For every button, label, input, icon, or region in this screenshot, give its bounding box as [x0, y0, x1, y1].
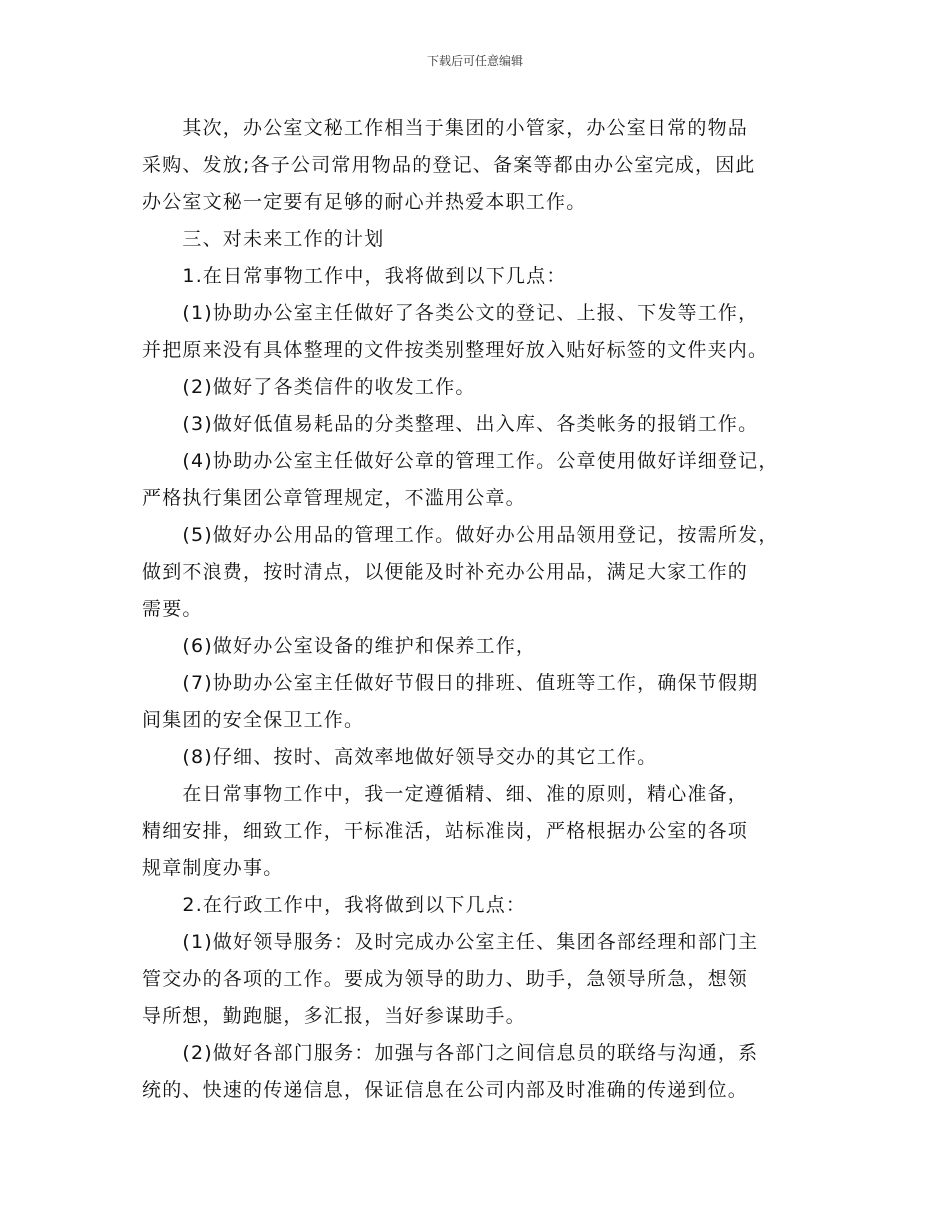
paragraph	[142, 776, 832, 887]
paragraph	[142, 295, 832, 369]
text-line: (7)协助办公室主任做好节假日的排班、值班等工作，确保节假期	[142, 672, 759, 694]
text-line: 精细安排，细致工作，干标准活，站标准岗，严格根据办公室的各项	[142, 820, 749, 842]
text-line: 严格执行集团公章管理规定，不滥用公章。	[142, 487, 526, 509]
text-line: 三、对未来工作的计划	[142, 228, 385, 250]
text-line: (1)协助办公室主任做好了各类公文的登记、上报、下发等工作，	[142, 302, 759, 324]
text-line: (8)仔细、按时、高效率地做好领导交办的其它工作。	[142, 746, 658, 768]
text-line: (2)做好了各类信件的收发工作。	[142, 376, 476, 398]
text-line: 在日常事物工作中，我一定遵循精、细、准的原则，精心准备，	[142, 783, 749, 805]
text-line: 统的、快速的传递信息，保证信息在公司内部及时准确的传递到位。	[142, 1079, 749, 1101]
text-line: 其次，办公室文秘工作相当于集团的小管家，办公室日常的物品	[142, 117, 749, 139]
text-line: 规章制度办事。	[142, 857, 284, 879]
text-line: 1.在日常事物工作中，我将做到以下几点：	[142, 265, 567, 287]
text-line: (2)做好各部门服务：加强与各部门之间信息员的联络与沟通，系	[142, 1042, 759, 1064]
text-line: 2.在行政工作中，我将做到以下几点：	[142, 894, 527, 916]
text-line: 管交办的各项的工作。要成为领导的助力、助手，急领导所急，想领	[142, 968, 749, 990]
text-line: 做到不浪费，按时清点，以便能及时补充办公用品，满足大家工作的	[142, 561, 749, 583]
text-line: 办公室文秘一定要有足够的耐心并热爱本职工作。	[142, 191, 587, 213]
text-line: (4)协助办公室主任做好公章的管理工作。公章使用做好详细登记，	[142, 450, 779, 472]
paragraph	[142, 369, 832, 406]
text-line: (5)做好办公用品的管理工作。做好办公用品领用登记，按需所发，	[142, 524, 779, 546]
paragraph	[142, 924, 832, 1035]
paragraph	[142, 221, 832, 258]
paragraph	[142, 110, 832, 221]
document-body	[142, 110, 832, 1109]
paragraph	[142, 517, 832, 628]
text-line: 导所想，勤跑腿，多汇报，当好参谋助手。	[142, 1005, 526, 1027]
text-line: 需要。	[142, 598, 203, 620]
text-line: (3)做好低值易耗品的分类整理、出入库、各类帐务的报销工作。	[142, 413, 759, 435]
text-line: (1)做好领导服务：及时完成办公室主任、集团各部经理和部门主	[142, 931, 759, 953]
paragraph	[142, 1035, 832, 1109]
page-header: 下载后可任意编辑	[426, 54, 523, 68]
text-line: 间集团的安全保卫工作。	[142, 709, 365, 731]
text-line: 并把原来没有具体整理的文件按类别整理好放入贴好标签的文件夹内。	[142, 339, 769, 361]
text-line: (6)做好办公室设备的维护和保养工作，	[142, 635, 537, 657]
paragraph	[142, 665, 832, 739]
paragraph	[142, 628, 832, 665]
text-line: 采购、发放;各子公司常用物品的登记、备案等都由办公室完成，因此	[142, 154, 756, 176]
paragraph	[142, 443, 832, 517]
paragraph	[142, 887, 832, 924]
paragraph	[142, 739, 832, 776]
paragraph	[142, 406, 832, 443]
paragraph	[142, 258, 832, 295]
